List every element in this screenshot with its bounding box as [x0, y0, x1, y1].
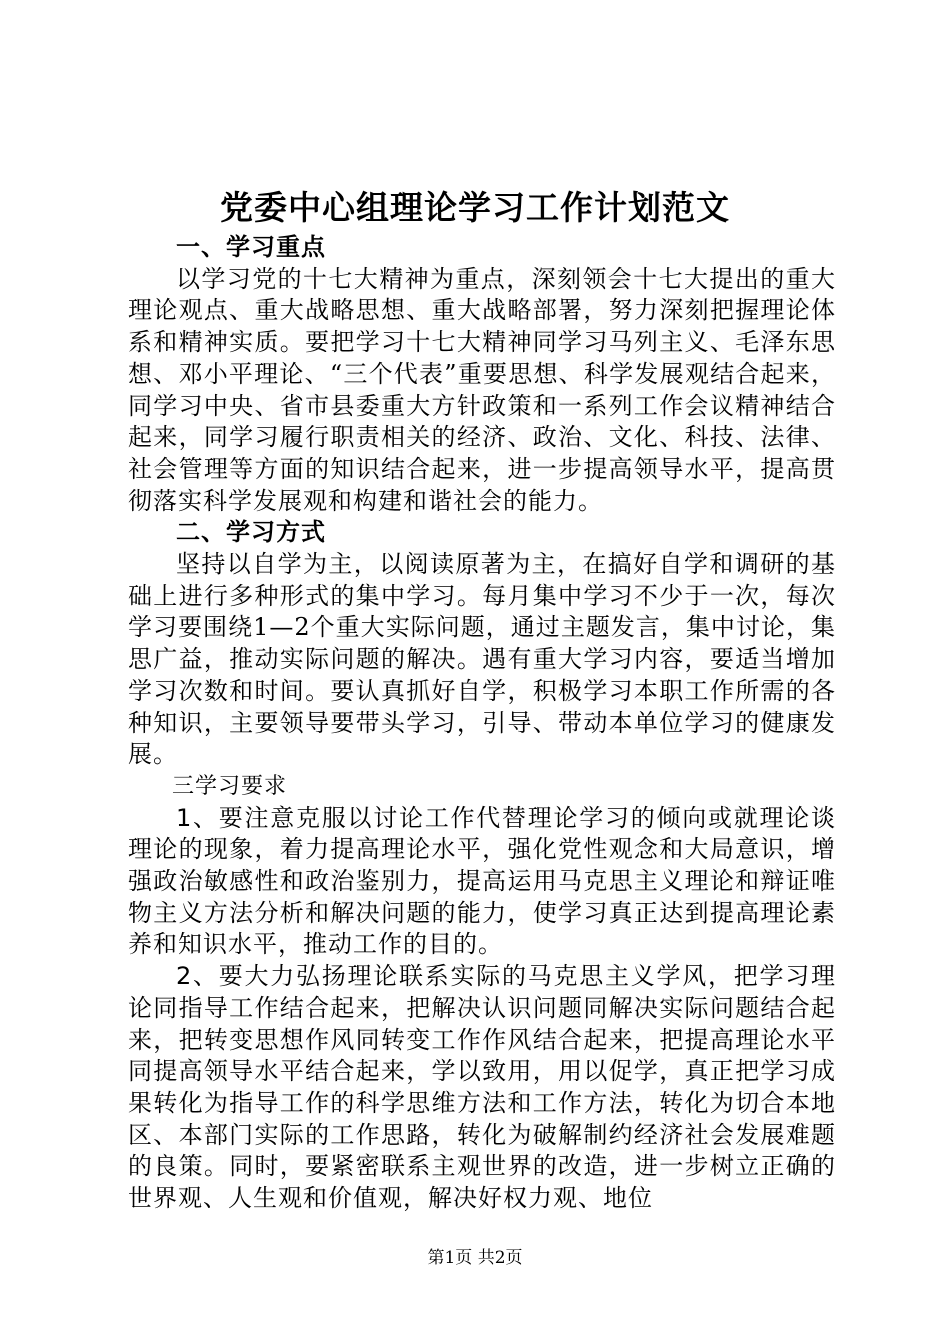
document-body	[128, 232, 836, 1215]
paragraph-requirement-1: 1、要注意克服以讨论工作代替理论学习的倾向或就理论谈理论的现象，着力提高理论水平，强化党性观念和大局意识，增强政治敏感性和政治鉴别力，提高运用马克思主义理论和辩证唯物主义方法分析和解决问题的能力，使学习真正达到提高理论素养和知识水平，推动工作的目的。	[128, 803, 836, 959]
document-title: 党委中心组理论学习工作计划范文	[220, 188, 730, 227]
paragraph-requirement-2	[128, 961, 836, 1215]
section-heading-study-focus: 一、学习重点	[176, 233, 326, 261]
section-heading-study-method: 二、学习方式	[176, 518, 326, 547]
paragraph-study-focus: 以学习党的十七大精神为重点，深刻领会十七大提出的重大理论观点、重大战略思想、重大战略部署，努力深刻把握理论体系和精神实质。要把学习十七大精神同学习马列主义、毛泽东思想、邓小平理论、“三个代表”重要思想、科学发展观结合起来，同学习中央、省市县委重大方针政策和一系列工作会议精神结合起来，同学习履行职责相关的经济、政治、文化、科技、法律、社会管理等方面的知识结合起来，进一步提高领导水平，提高贯彻落实科学发展观和构建和谐社会的能力。	[128, 264, 836, 515]
page-number-footer: 第1页 共2页	[427, 1248, 523, 1268]
paragraph-study-method: 坚持以自学为主，以阅读原著为主，在搞好自学和调研的基础上进行多种形式的集中学习。每月集中学习不少于一次，每次学习要围绕1—2个重大实际问题，通过主题发言，集中讨论，集思广益，推动实际问题的解决。遇有重大学习内容，要适当增加学习次数和时间。要认真抓好自学，积极学习本职工作所需的各种知识，主要领导要带头学习，引导、带动本单位学习的健康发展。	[128, 550, 836, 769]
requirement-2-tail-text: 同时，要紧密联系主观世界的改造，进一步树立正确的世界观、人生观和价值观，解决好权力观、地位	[128, 1152, 837, 1213]
section-heading-study-requirements: 三学习要求	[172, 773, 288, 799]
requirement-2-main-text: 2、要大力弘扬理论联系实际的马克思主义学风，把学习理论同指导工作结合起来，把解决认识问题同解决实际问题结合起来，把转变思想作风同转变工作作风结合起来，把提高理论水平同提高领导水平结合起来，学以致用，用以促学，真正把学习成果转化为指导工作的科学思维方法和工作方法，转化为切合本地区、本部门实际的工作思路，转化为破解制约经济社会发展难题的良策。	[128, 962, 836, 1181]
